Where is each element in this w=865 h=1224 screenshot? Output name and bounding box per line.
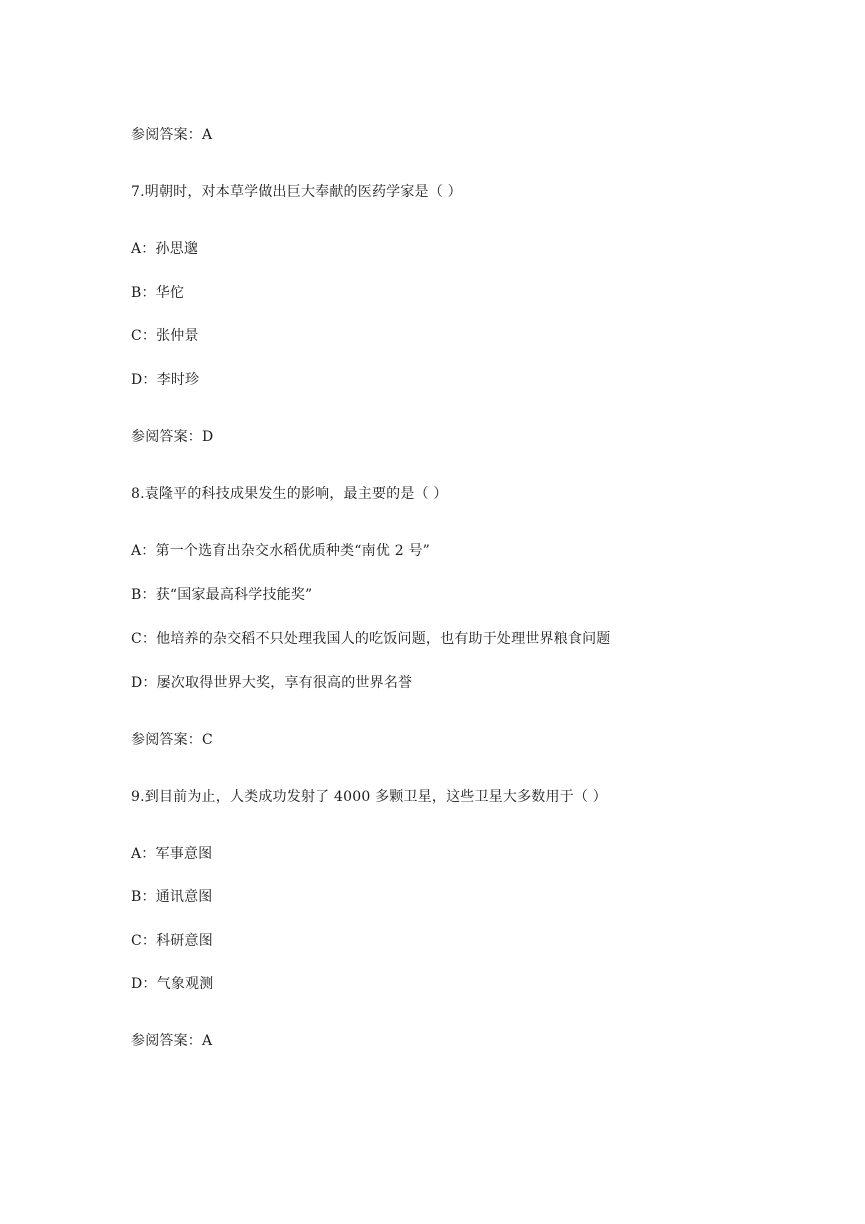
answer-q6: 参阅答案：A — [131, 127, 213, 143]
option-q9-c: C：科研意图 — [131, 933, 213, 949]
option-q7-a: A：孙思邈 — [131, 241, 199, 257]
option-q7-b: B：华佗 — [131, 285, 185, 301]
question-8: 8.袁隆平的科技成果发生的影响，最主要的是（ ） — [131, 486, 448, 502]
question-9: 9.到目前为止，人类成功发射了 4000 多颗卫星，这些卫星大多数用于（ ） — [131, 789, 607, 805]
option-q9-d: D：气象观测 — [131, 976, 214, 992]
option-q8-b: B：获“国家最高科学技能奖” — [131, 587, 313, 603]
option-q8-c: C：他培养的杂交稻不只处理我国人的吃饭问题，也有助于处理世界粮食问题 — [131, 631, 611, 647]
option-q9-b: B：通讯意图 — [131, 889, 213, 905]
option-q7-d: D：李时珍 — [131, 372, 200, 388]
answer-q7: 参阅答案：D — [131, 429, 214, 445]
question-7: 7.明朝时，对本草学做出巨大奉献的医药学家是（ ） — [131, 184, 462, 200]
option-q8-a: A：第一个选育出杂交水稻优质种类“南优 2 号” — [131, 543, 431, 559]
answer-q9: 参阅答案：A — [131, 1033, 213, 1049]
option-q7-c: C：张仲景 — [131, 328, 199, 344]
option-q9-a: A：军事意图 — [131, 846, 213, 862]
answer-q8: 参阅答案：C — [131, 732, 213, 748]
option-q8-d: D：屡次取得世界大奖，享有很高的世界名誉 — [131, 675, 413, 691]
